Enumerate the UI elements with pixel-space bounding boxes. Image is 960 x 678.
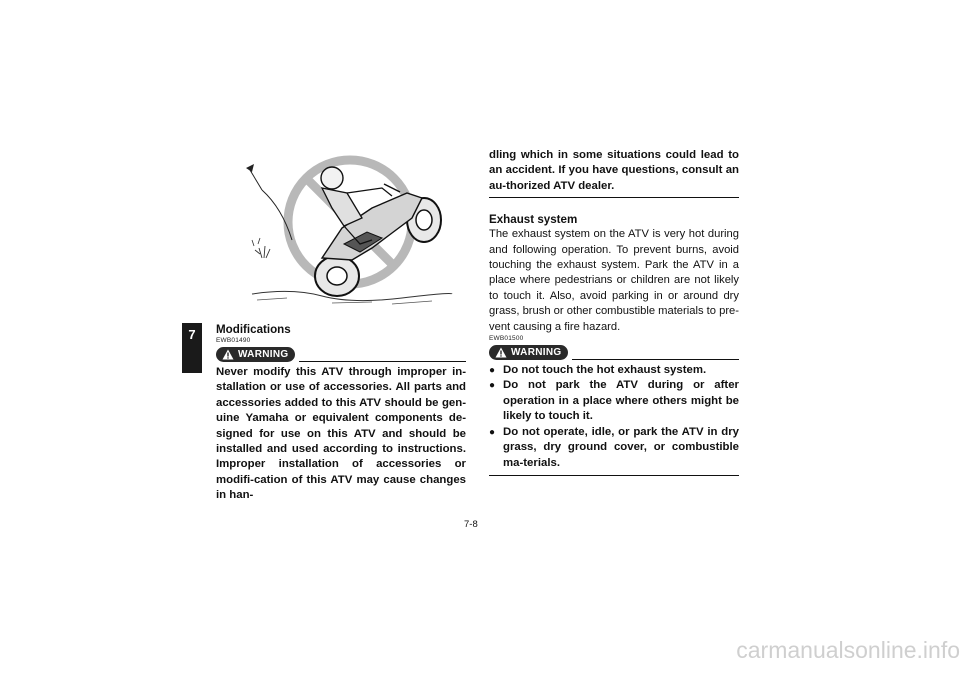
- list-item: [489, 425, 739, 471]
- page-number: 7-8: [464, 519, 478, 530]
- warning-rule: [299, 361, 466, 362]
- warning-continued-text: dling which in some situations could lead to an accident. If you have questions, consult an au-thorized ATV dealer.: [489, 149, 739, 192]
- exhaust-body-text: The exhaust system on the ATV is very hot during and following operation. To prevent burns, avoid touching the exhaust system. Park the ATV in a place where pedestrians or children are not likely to touch it. Also, avoid parking in or around dry grass, brush or other combustible materials to pre-vent causing a fire hazard.: [489, 228, 739, 333]
- bullet-icon: ●: [489, 365, 496, 377]
- bullet-icon: ●: [489, 426, 496, 438]
- warning-badge: [489, 345, 568, 360]
- warning-triangle-icon: [222, 349, 234, 360]
- warning-end-rule: [489, 475, 739, 476]
- warning-triangle-icon: [495, 347, 507, 358]
- chapter-tab: [182, 323, 202, 373]
- warning-end-rule: [489, 197, 739, 198]
- warning-label: WARNING: [511, 347, 562, 359]
- section-title-exhaust: Exhaust system: [489, 213, 578, 227]
- watermark-link[interactable]: carmanualsonline.info: [736, 637, 960, 663]
- atv-prohibited-illustration: [232, 148, 458, 320]
- modifications-warning-text: Never modify this ATV through improper in-stallation or use of accessories. All parts and accessories added to this ATV should be gen-uine Yamaha or equivalent components de-signed for use on this ATV and should be installed and used according to instructions. Improper installation of accessories or modifi-cation of this ATV may cause changes in han-: [216, 366, 466, 502]
- bullet-text: Do not touch the hot exhaust system.: [503, 364, 707, 377]
- warning-badge: [216, 347, 295, 362]
- chapter-number: 7: [188, 327, 196, 342]
- list-item: [489, 363, 739, 378]
- warning-rule: [572, 359, 739, 360]
- right-column: [489, 148, 739, 476]
- warning-header: [216, 346, 466, 362]
- section-title-modifications: Modifications: [216, 323, 291, 336]
- bullet-icon: ●: [489, 380, 496, 392]
- warning-label: WARNING: [238, 349, 289, 360]
- bullet-text: Do not park the ATV during or after operation in a place where others might be likely to touch it.: [503, 379, 739, 423]
- warning-code: EWB01490: [216, 337, 251, 344]
- left-column: [216, 322, 466, 504]
- warning-header: [489, 344, 739, 360]
- warning-code: EWB01500: [489, 335, 524, 343]
- bullet-text: Do not operate, idle, or park the ATV in dry grass, dry ground cover, or combustible ma-terials.: [503, 425, 739, 469]
- list-item: [489, 378, 739, 424]
